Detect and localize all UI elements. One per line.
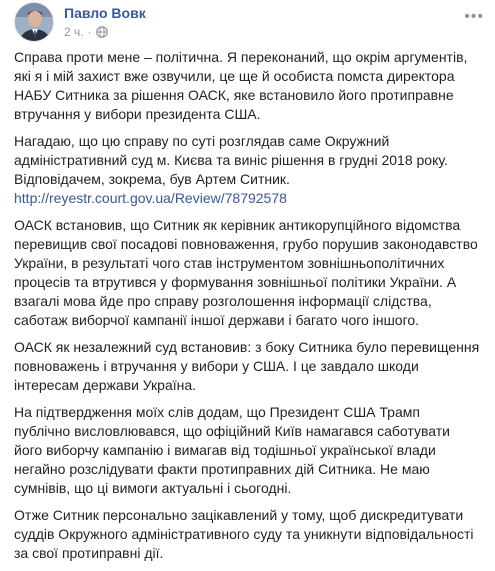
post-body <box>14 48 480 571</box>
court-registry-link[interactable]: http://reyestr.court.gov.ua/Review/78792578 <box>14 190 287 206</box>
paragraph-5: На підтвердження моїх слів додам, що Президент США Трамп публічно висловлювався, що офіційний Київ намагався саботувати його виборчу кампанію і вимагав від тодішньої української влади негайно розслідувати факти протиправних дій Ситника. Не маю сумнівів, що ці вимоги актуальні і сьогодні. <box>14 404 450 496</box>
paragraph-4: ОАСК як незалежний суд встановив: з боку Ситника було перевищення повноважень і втручання у вибори у США. І це завдало шкоди інтересам держави Україна. <box>14 339 480 393</box>
post-timestamp[interactable]: 2 ч. <box>64 25 84 39</box>
meta-separator: · <box>87 25 92 39</box>
avatar-photo <box>15 3 54 42</box>
paragraph-3: ОАСК встановив, що Ситник як керівник антикорупційного відомства перевищив свої посадові повноваження, грубо порушив законодавство України, в результаті чого став інструментом зовнішньополітичних процесів та втрутився у формування зовнішньої політики України. А взагалі мова йде про справу розголошення інформації слідства, саботаж виборчої кампанії іншої держави і багато чого іншого. <box>14 217 478 328</box>
paragraph-1: Справа проти мене – політична. Я переконаний, що окрім аргументів, які я і мій захист вже озвучили, це ще й особиста помста директора НАБУ Ситника за рішення ОАСК, яке встановило його протиправне втручання у вибори президента США. <box>14 49 468 122</box>
paragraph-6: Отже Ситник персонально зацікавлений у тому, щоб дискредитувати суддів Окружного адміністративного суду та уникнути відповідальності за свої протиправні дії. <box>14 507 474 561</box>
post-meta <box>64 25 108 39</box>
paragraph-2-text: Нагадаю, що цю справу по суті розглядав саме Окружний адміністративний суд м. Києва та виніс рішення в грудні 2018 року. Відповідачем, зокрема, був Артем Ситник. <box>14 133 448 187</box>
paragraph-2 <box>14 132 480 208</box>
author-name[interactable]: Павло Вовк <box>64 5 146 21</box>
more-options-icon[interactable]: ••• <box>464 8 484 25</box>
post-header <box>14 2 484 46</box>
globe-icon[interactable] <box>96 26 108 38</box>
author-avatar[interactable] <box>14 2 54 42</box>
